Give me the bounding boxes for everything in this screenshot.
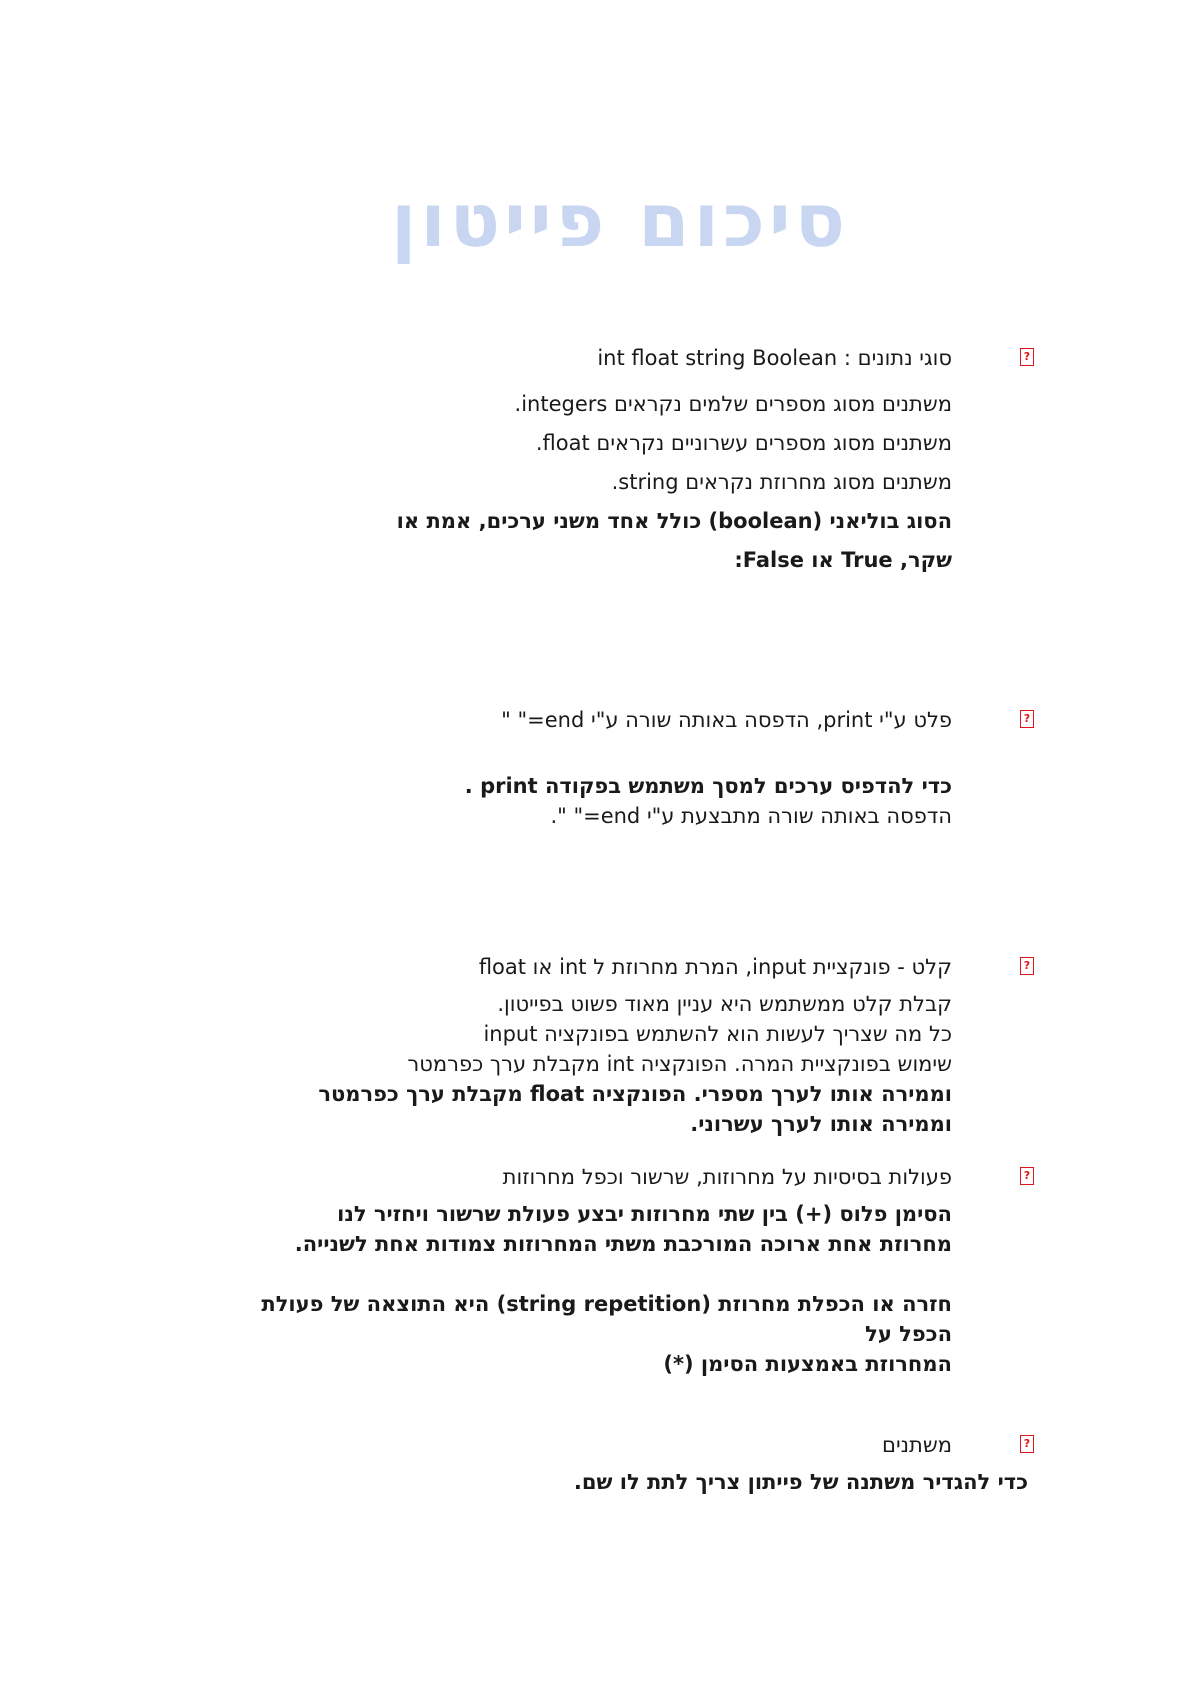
text-line: הסוג בוליאני (boolean) כולל אחד משני ערכים, אמת או (396, 509, 952, 533)
section-heading-input: קלט - פונקציית input, המרת מחרוזת ל int או float (478, 955, 952, 979)
text-line: כדי להגדיר משתנה של פייתון צריך לתת לו שם. (573, 1470, 1028, 1494)
text-line: כל מה שצריך לעשות הוא להשתמש בפונקציה input (483, 1022, 952, 1046)
section-heading-strings: פעולות בסיסיות על מחרוזות, שרשור וכפל מחרוזות (502, 1165, 952, 1189)
text-line: קבלת קלט ממשתמש היא עניין מאוד פשוט בפייטון. (497, 992, 952, 1016)
text-line: המחרוזת באמצעות הסימן (*) (663, 1352, 952, 1376)
text-line: חזרה או הכפלת מחרוזת (string repetition) היא התוצאה של פעולת (261, 1292, 952, 1316)
bullet-icon: ? (1020, 710, 1034, 728)
text-line: מחרוזת אחת ארוכה המורכבת משתי המחרוזות צמודות אחת לשנייה. (294, 1232, 952, 1256)
text-line: וממירה אותו לערך מספרי. הפונקציה float מקבלת ערך כפרמטר (318, 1082, 952, 1106)
text-line: שימוש בפונקציית המרה. הפונקציה int מקבלת ערך כפרמטר (407, 1052, 952, 1076)
section-heading-print: פלט ע"י print, הדפסה באותה שורה ע"י end=" " (501, 708, 952, 732)
section-heading-data-types: סוגי נתונים : int float string Boolean (597, 346, 952, 370)
text-line: משתנים מסוג מחרוזת נקראים string. (611, 470, 952, 494)
text-line: הכפל על (865, 1322, 952, 1346)
document-title: סיכום פייטון (391, 178, 849, 264)
section-heading-variables: משתנים (882, 1433, 952, 1457)
bullet-icon: ? (1020, 1435, 1034, 1453)
bullet-icon: ? (1020, 348, 1034, 366)
bullet-icon: ? (1020, 957, 1034, 975)
bullet-icon: ? (1020, 1167, 1034, 1185)
text-line: הסימן פלוס (+) בין שתי מחרוזות יבצע פעולת שרשור ויחזיר לנו (337, 1202, 952, 1226)
text-line: משתנים מסוג מספרים שלמים נקראים integers. (514, 392, 952, 416)
text-line: משתנים מסוג מספרים עשרוניים נקראים float. (535, 431, 952, 455)
text-line: הדפסה באותה שורה מתבצעת ע"י end=" ". (550, 804, 952, 828)
text-line: כדי להדפיס ערכים למסך משתמש בפקודה print . (464, 774, 952, 798)
text-line: וממירה אותו לערך עשרוני. (690, 1112, 952, 1136)
text-line: שקר, True או False: (734, 548, 952, 572)
